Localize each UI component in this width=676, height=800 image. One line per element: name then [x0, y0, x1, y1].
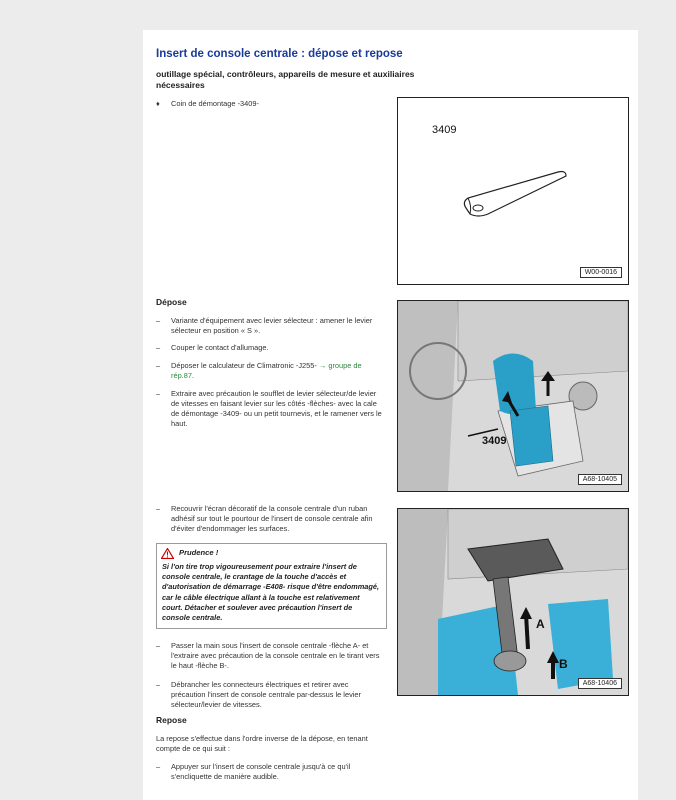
figure-gear-boot-removal — [397, 300, 629, 492]
climatronic-link[interactable]: groupe de rép.87 — [171, 361, 362, 380]
section-depose-heading: Dépose — [156, 297, 187, 307]
wedge-tool-drawing — [458, 166, 578, 226]
depose-step: – Variante d'équipement avec levier sélecteur : amener le levier sélecteur en position « S ». — [156, 316, 373, 335]
figure-tool-3409 — [397, 97, 629, 285]
warning-heading: Prudence ! — [179, 548, 219, 557]
figure-number: 3409 — [432, 124, 457, 136]
figure-ref: A68-10405 — [578, 474, 622, 485]
svg-text:!: ! — [166, 550, 169, 559]
tools-subtitle: outillage spécial, contrôleurs, appareils de mesure et auxiliaires nécessaires — [156, 69, 415, 90]
document-page — [143, 30, 638, 800]
figure-number: 3409 — [482, 435, 507, 447]
depose-step: – Extraire avec précaution le soufflet de levier sélecteur/de levier de vitesses en faisant levier sur les côtés -flèches- avec la cale de démontage -3409- ou un petit tournevis, et le ramener vers le haut. — [156, 389, 382, 428]
arrow-b-label: B — [559, 657, 568, 671]
depose-step: – Déposer le calculateur de Climatronic -J255- → groupe de rép.87. — [156, 361, 362, 380]
section-repose-heading: Repose — [156, 715, 187, 725]
climatronic-link-arrow[interactable]: → — [318, 361, 327, 370]
depose-step: – Débrancher les connecteurs électriques et retirer avec précaution l'insert de console centrale par-dessus le levier sélecteur/levier de vitesses. — [156, 680, 361, 709]
tool-name: Coin de démontage -3409- — [171, 99, 259, 108]
console-insert-drawing — [398, 509, 628, 695]
figure-ref: W00-0016 — [580, 267, 622, 278]
depose-step: – Couper le contact d'allumage. — [156, 343, 269, 352]
figure-ref: A68-10406 — [578, 678, 622, 689]
page-title: Insert de console centrale : dépose et repose — [156, 48, 403, 60]
arrow-a-label: A — [536, 617, 545, 631]
tool-list-item — [156, 99, 384, 109]
depose-step: – Recouvrir l'écran décoratif de la console centrale d'un ruban adhésif sur tout le pourtour de l'insert de console centrale afin d'éviter d'endommager les surfaces. — [156, 504, 373, 533]
repose-step: – Appuyer sur l'insert de console centrale jusqu'à ce qu'il s'encliquette de manière audible. — [156, 762, 351, 781]
warning-box — [156, 543, 387, 629]
figure-console-insert-removal — [397, 508, 629, 696]
console-drawing — [398, 301, 628, 491]
repose-intro: La repose s'effectue dans l'ordre inverse de la dépose, en tenant compte de ce qui suit : — [156, 734, 368, 753]
depose-step: – Passer la main sous l'insert de console centrale -flèche A- et l'extraire avec précaution de la console centrale en le tirant vers le haut -flèche B-. — [156, 641, 380, 670]
bullet-marker: ♦ — [156, 99, 160, 108]
warning-triangle-icon — [161, 548, 174, 559]
warning-text: Si l'on tire trop vigoureusement pour extraire l'insert de console centrale, le crantage de la touche d'accès et d'autorisation de démarrage -E408- risque d'être endommagé, car le câble électrique allant à la touche est relativement court. Détacher et soulever avec précaution l'insert de console centrale. — [162, 562, 380, 623]
